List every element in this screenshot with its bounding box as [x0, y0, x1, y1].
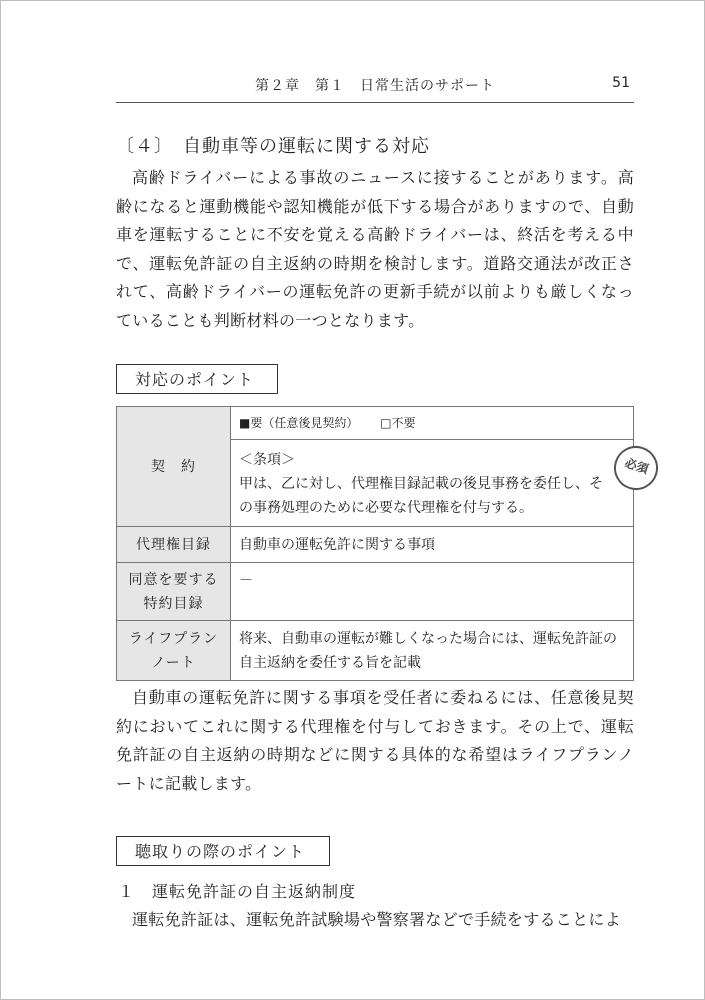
intro-text: 高齢ドライバーによる事故のニュースに接することがあります。高齢になると運動機能や認知機能が低下する場合がありますので、自動車を運転することに不安を覚える高齢ドライバーは、終活を考える中で、運転免許証の自主返納の時期を検討します。道路交通法が改正されて、高齢ドライバーの運転免許の更新手続が以前よりも厳しくなっていることも判断材料の一つとなります。: [116, 168, 634, 330]
lifeplan-label-line-2: ノート: [151, 654, 196, 671]
clause-title: ＜条項＞: [239, 452, 295, 468]
points-body-text: 自動車の運転免許に関する事項を受任者に委ねるには、任意後見契約においてこれに関する代理権を付与しておきます。その上で、運転免許証の自主返納の時期などに関する具体的な希望はライフプランノートに記載します。: [116, 688, 634, 793]
consent-label-line-2: 特約目録: [143, 595, 204, 612]
lifeplan-label-line-1: ライフプラン: [128, 630, 219, 647]
hearing-subheading: １ 運転免許証の自主返納制度: [118, 882, 357, 901]
points-body-paragraph: [116, 684, 634, 798]
contract-label: 契 約: [117, 407, 231, 527]
required-seal-stamp: 必須: [608, 440, 663, 495]
lifeplan-value: 将来、自動車の運転が難しくなった場合には、運転免許証の自主返納を委任する旨を記載: [231, 621, 634, 681]
intro-paragraph: [116, 164, 634, 335]
table-row-consent: [117, 563, 634, 621]
running-header: [116, 72, 634, 103]
clause-text: 甲は、乙に対し、代理権目録記載の後見事務を委任し、その事務処理のために必要な代理権を付与する。: [239, 476, 603, 516]
contract-value: [231, 407, 634, 527]
table-row-agency: [117, 527, 634, 563]
table-row-lifeplan: [117, 621, 634, 681]
response-points-label: 対応のポイント: [116, 364, 278, 394]
points-table: [116, 406, 634, 681]
chapter-title: 第２章 第１ 日常生活のサポート: [255, 78, 495, 94]
page-number: 51: [612, 75, 630, 91]
required-checkbox: ■要（任意後見契約）: [239, 416, 359, 430]
hearing-paragraph: [116, 906, 634, 935]
agency-label: 代理権目録: [117, 527, 231, 563]
not-required-checkbox: □不要: [380, 416, 416, 430]
hearing-points-label: 聴取りの際のポイント: [116, 836, 330, 866]
consent-label-line-1: 同意を要する: [128, 571, 219, 588]
hearing-text: 運転免許証は、運転免許試験場や警察署などで手続をすることによ: [132, 910, 622, 929]
clause-block: [231, 440, 633, 526]
consent-label: [117, 563, 231, 621]
consent-value: －: [231, 563, 634, 621]
agency-value: 自動車の運転免許に関する事項: [231, 527, 634, 563]
contract-check-line: [231, 407, 633, 440]
section-heading: 〔４〕 自動車等の運転に関する対応: [116, 136, 430, 157]
lifeplan-label: [117, 621, 231, 681]
table-row-contract: [117, 407, 634, 527]
